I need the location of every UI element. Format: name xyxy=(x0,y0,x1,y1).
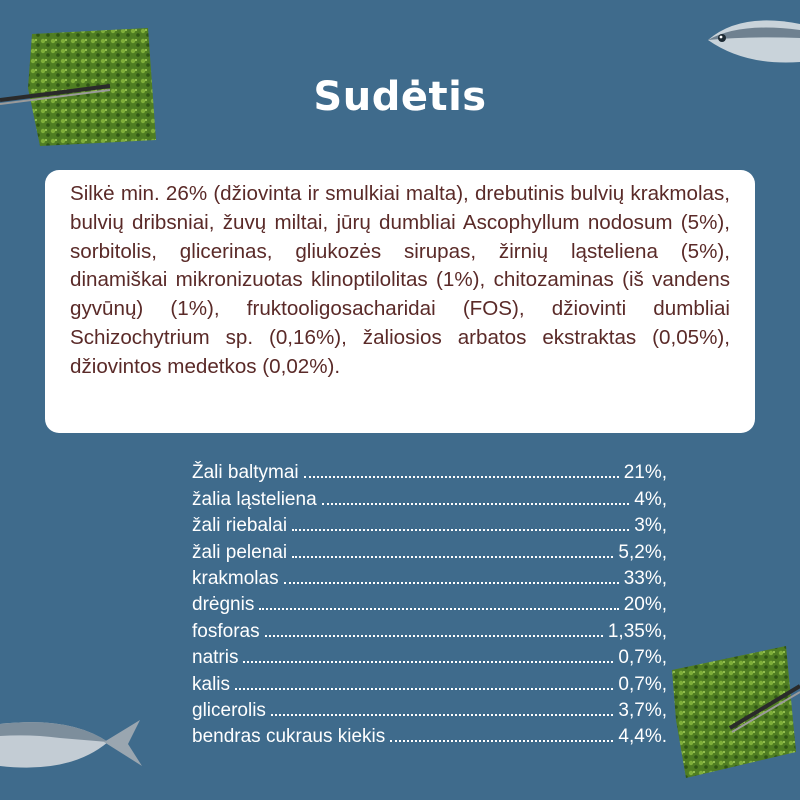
nutrient-value: 0,7%, xyxy=(618,647,667,669)
nutrient-name: žali riebalai xyxy=(192,515,288,537)
nutrient-name: kalis xyxy=(192,673,231,695)
dotted-leader xyxy=(292,529,629,531)
ingredients-card xyxy=(45,170,755,433)
dotted-leader xyxy=(259,608,618,610)
page-title: Sudėtis xyxy=(313,74,487,120)
nutrient-row xyxy=(192,458,667,484)
nutrient-value: 33%, xyxy=(623,567,667,589)
dotted-leader xyxy=(235,688,613,690)
nutrient-row xyxy=(192,616,667,642)
dotted-leader xyxy=(243,661,613,663)
nutrient-value: 4,4%. xyxy=(618,726,667,748)
nutrient-name: žali pelenai xyxy=(192,541,288,563)
dotted-leader xyxy=(390,740,613,742)
nutrient-row xyxy=(192,669,667,695)
nutrient-name: glicerolis xyxy=(192,699,266,721)
herring-top-right-icon xyxy=(700,8,800,70)
nutrient-row xyxy=(192,484,667,510)
nutrient-row xyxy=(192,511,667,537)
nutrient-name: fosforas xyxy=(192,620,260,642)
nutrient-value: 21%, xyxy=(623,462,667,484)
herring-bottom-left-icon xyxy=(0,708,150,780)
nutrient-row xyxy=(192,643,667,669)
ingredients-text: Silkė min. 26% (džiovinta ir smulkiai malta), drebutinis bulvių krakmolas, bulvių dribsniai, žuvų miltai, jūrų dumbliai Ascophyllum nodosum (5%), sorbitolis, glicerinas, gliukozės sirupas, žirnių ląsteliena (5%), dinamiškai mikronizuotas klinoptilolitas (1%), chitozaminas (iš vandens gyvūnų) (1%), fruktooligosacharidai (FOS), džiovinti dumbliai Schizochytrium sp. (0,16%), žaliosios arbatos ekstraktas (0,05%), džiovintos medetkos (0,02%). xyxy=(70,182,730,378)
nutrient-value: 3%, xyxy=(634,515,667,537)
dotted-leader xyxy=(265,635,603,637)
dotted-leader xyxy=(284,582,619,584)
nutrient-name: Žali baltymai xyxy=(192,462,299,484)
nutrient-row xyxy=(192,590,667,616)
nutrient-value: 4%, xyxy=(634,488,667,510)
nutrient-value: 1,35%, xyxy=(607,620,667,642)
dotted-leader xyxy=(322,503,630,505)
dotted-leader xyxy=(304,476,619,478)
nutrient-value: 0,7%, xyxy=(618,673,667,695)
nutrient-name: natris xyxy=(192,647,239,669)
seaweed-bottom-right-icon xyxy=(668,640,800,780)
nutrient-row xyxy=(192,564,667,590)
nutrient-name: bendras cukraus kiekis xyxy=(192,726,386,748)
nutrient-row xyxy=(192,696,667,722)
nutrient-row xyxy=(192,722,667,748)
nutrient-list xyxy=(192,458,667,748)
nutrient-row xyxy=(192,537,667,563)
nutrient-name: krakmolas xyxy=(192,567,279,589)
nutrient-value: 3,7%, xyxy=(618,699,667,721)
nutrient-name: drėgnis xyxy=(192,594,255,616)
dotted-leader xyxy=(271,714,613,716)
nutrient-value: 20%, xyxy=(623,594,667,616)
nutrient-value: 5,2%, xyxy=(618,541,667,563)
dotted-leader xyxy=(292,556,613,558)
nutrient-name: žalia ląsteliena xyxy=(192,488,317,510)
